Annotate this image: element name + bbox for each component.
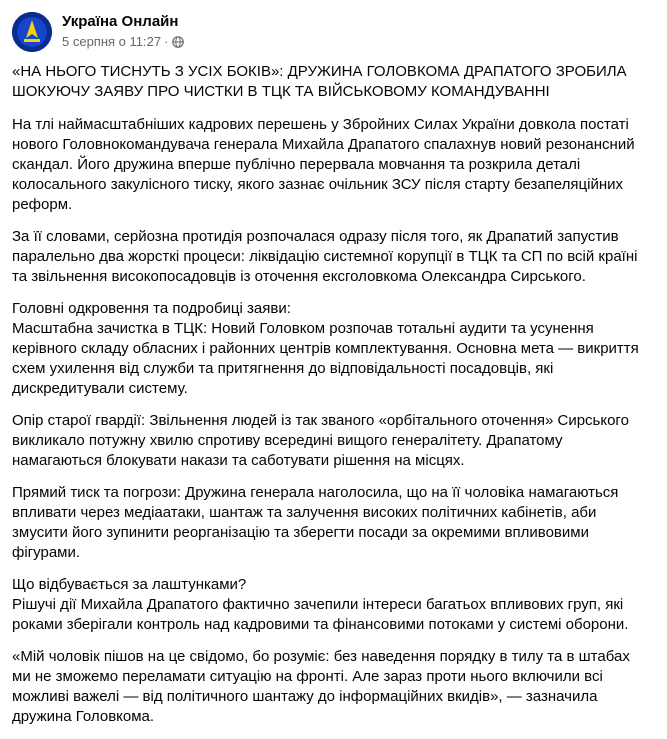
page-name[interactable]: Україна Онлайн — [62, 13, 179, 30]
meta-separator: · — [164, 34, 169, 49]
post-timestamp[interactable]: 5 серпня о 11:27 — [62, 34, 162, 49]
post-meta — [62, 34, 184, 49]
post-paragraph: «Мій чоловік пішов на це свідомо, бо розуміє: без наведення порядку в тилу та в штабах ми не зможемо переламати ситуацію на фронті. Але зараз проти нього включили всі можливі важелі — від політичного шантажу до інформаційних вкидів», — зазначила дружина Головкома. — [12, 648, 630, 725]
post-paragraph: На тлі наймасштабніших кадрових перешень у Збройних Силах України довкола постаті нового Головнокомандувача генерала Михайла Драпатого спалахнув новий резонансний скандал. Його дружина вперше публічно перервала мовчання та розкрила деталі колосального закулісного тиску, якого зазнає очільник ЗСУ після старту безапеляційних реформ. — [12, 116, 635, 213]
page-avatar[interactable] — [12, 12, 52, 52]
post-paragraph: Прямий тиск та погрози: Дружина генерала наголосила, що на її чоловіка намагаються впливати через медіаатаки, шантаж та залучення високих політичних кабінетів, аби змусити його зупинити реорганізацію та зберегти посади за окремими впливовими фігурами. — [12, 484, 619, 561]
post-paragraph: Що відбувається за лаштунками? Рішучі дії Михайла Драпатого фактично зачепили інтереси багатьох впливових груп, які роками зберігали контроль над кадровими та фінансовими потоками у системі оборони. — [12, 576, 629, 633]
post-paragraph: Головні одкровення та подробиці заяви: Масштабна зачистка в ТЦК: Новий Головком розпочав тотальні аудити та усунення керівного складу обласних і районних центрів комплектування. Основна мета — викриття схем ухилення від служби та притягнення до відповідальності посадовців, які дискредитували систему. — [12, 300, 639, 397]
post-headline: «НА НЬОГО ТИСНУТЬ З УСІХ БОКІВ»: ДРУЖИНА ГОЛОВКОМА ДРАПАТОГО ЗРОБИЛА ШОКУЮЧУ ЗАЯВУ ПРО ЧИСТКИ В ТЦК ТА ВІЙСЬКОВОМУ КОМАНДУВАННІ — [12, 63, 627, 100]
globe-icon[interactable] — [172, 36, 184, 48]
post-paragraph: За її словами, серйозна протидія розпочалася одразу після того, як Драпатий запустив паралельно два жорсткі процеси: ліквідацію системної корупції в ТЦК та СП по всій країні та звільнення високопосадовців із оточення ексголовкома Олександра Сирського. — [12, 228, 638, 285]
post-body — [12, 62, 652, 739]
post-paragraph: Опір старої гвардії: Звільнення людей із так званого «орбітального оточення» Сирського викликало потужну хвилю спротиву всередині вищого генералітету. Драпатому намагаються блокувати накази та саботувати рішення на місцях. — [12, 412, 629, 469]
ukraine-online-logo-icon — [12, 12, 52, 52]
post-header — [12, 12, 652, 52]
